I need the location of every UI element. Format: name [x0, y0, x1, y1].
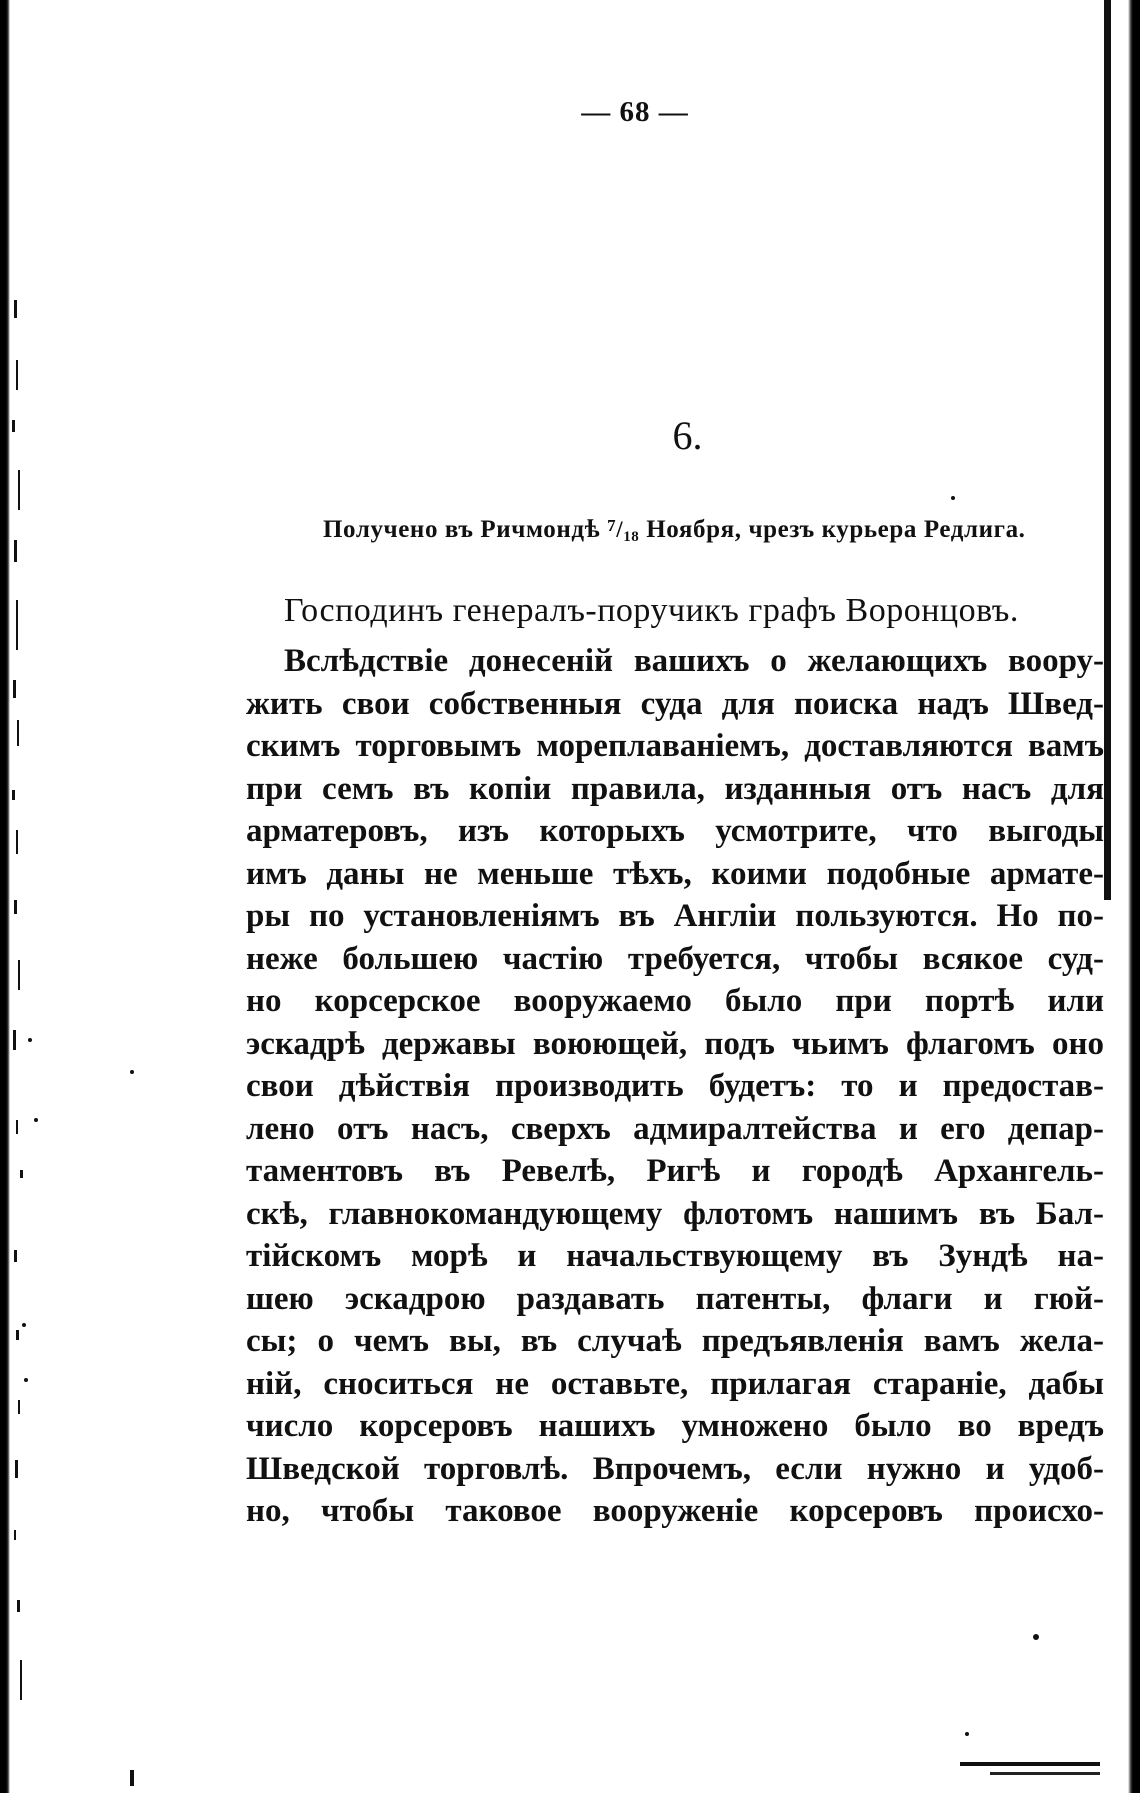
- body-line: Вслѣдствіе донесеній вашихъ о желающихъ воору-: [284, 643, 1104, 679]
- body-line: скимъ торговымъ мореплаваніемъ, доставляются вамъ: [246, 728, 1104, 764]
- body-line: имъ даны не меньше тѣхъ, коими подобные армате-: [246, 855, 1104, 892]
- received-note: [323, 516, 1063, 546]
- body-line: шею эскадрою раздавать патенты, флаги и гюй-: [246, 1280, 1104, 1317]
- scan-rule-bottom-secondary: [990, 1772, 1100, 1775]
- body-line: неже большею частію требуется, чтобы всякое суд-: [246, 940, 1104, 977]
- scan-binding-edge-right: [1128, 0, 1140, 1793]
- section-number: 6.: [672, 413, 703, 458]
- body-line: но, чтобы таковое вооруженіе корсеровъ происхо-: [246, 1493, 1104, 1529]
- salutation: Господинъ генералъ-поручикъ графъ Воронцовъ.: [284, 592, 1019, 629]
- body-line: скѣ, главнокомандующему флотомъ нашимъ въ Бал-: [246, 1195, 1104, 1232]
- body-line: арматеровъ, изъ которыхъ усмотрите, что выгоды: [246, 813, 1104, 849]
- body-line: при семъ въ копіи правила, изданныя отъ насъ для: [246, 770, 1104, 807]
- fraction-denominator: 18: [623, 529, 640, 545]
- scan-rule-bottom: [960, 1762, 1100, 1766]
- body-line: ры по установленіямъ въ Англіи пользуются. Но по-: [246, 898, 1104, 934]
- scan-binding-edge-left: [0, 0, 10, 1793]
- body-line: свои дѣйствія производить будетъ: то и предостав-: [246, 1068, 1104, 1104]
- body-line: жить свои собственныя суда для поиска надъ Швед-: [246, 685, 1104, 722]
- body-line: ній, сноситься не оставьте, прилагая стараніе, дабы: [246, 1365, 1104, 1402]
- received-note-text-after: Ноября, чрезъ курьера Редлига.: [639, 516, 1026, 543]
- body-line: сы; о чемъ вы, въ случаѣ предъявленія вамъ жела-: [246, 1323, 1104, 1359]
- body-line: таментовъ въ Ревелѣ, Ригѣ и городѣ Архангель-: [246, 1153, 1104, 1189]
- body-paragraph: [246, 640, 1104, 1533]
- received-note-date-fraction: $^7/_{18}$: [607, 516, 640, 545]
- body-line: но корсерское вооружаемо было при портѣ или: [246, 983, 1104, 1019]
- received-note-text-before: Получено въ Ричмондѣ: [323, 516, 608, 543]
- body-line: лено отъ насъ, сверхъ адмиралтейства и его депар-: [246, 1110, 1104, 1147]
- body-line: Шведской торговлѣ. Впрочемъ, если нужно и удоб-: [246, 1450, 1104, 1487]
- fraction-numerator: 7: [607, 516, 617, 535]
- body-line: эскадрѣ державы воюющей, подъ чьимъ флагомъ оно: [246, 1025, 1104, 1062]
- page-number: — 68 —: [581, 96, 689, 128]
- body-line: тійскомъ морѣ и начальствующему въ Зундѣ на-: [246, 1238, 1104, 1274]
- body-line: число корсеровъ нашихъ умножено было во вредъ: [246, 1408, 1104, 1444]
